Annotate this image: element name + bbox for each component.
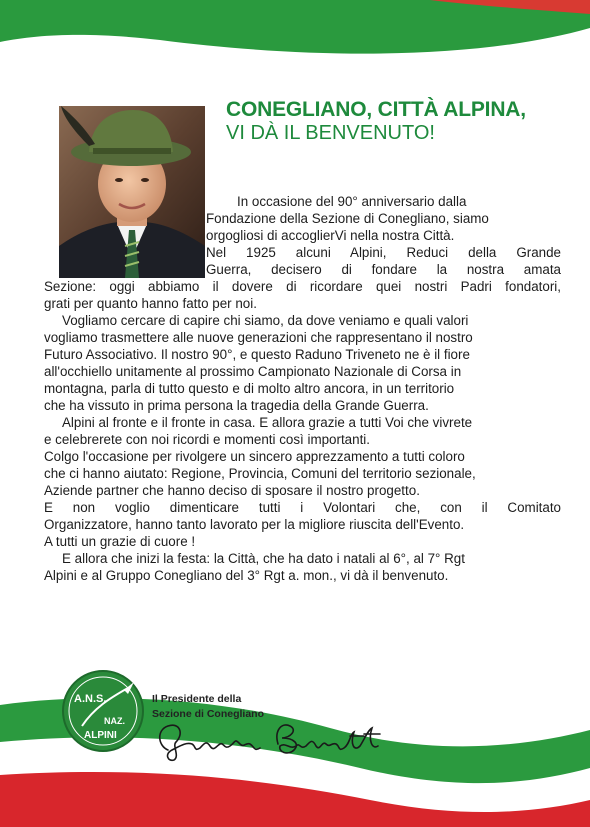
body-line: Colgo l'occasione per rivolgere un sincero apprezzamento a tutti coloro	[44, 449, 465, 464]
body-line: Fondazione della Sezione di Conegliano, siamo	[206, 211, 489, 226]
signature-block	[60, 668, 500, 778]
body-line: A tutti un grazie di cuore !	[44, 534, 196, 549]
body-line: Futuro Associativo. Il nostro 90°, e questo Raduno Triveneto ne è il fiore	[44, 347, 470, 362]
body-line: vogliamo trasmettere alle nuove generazioni che rappresentano il nostro	[44, 330, 473, 345]
president-portrait-photo	[59, 106, 205, 278]
body-line: e celebrerete con noi ricordi e momenti così importanti.	[44, 432, 370, 447]
body-line: Vogliamo cercare di capire chi siamo, da dove veniamo e quali valori	[62, 313, 469, 328]
logo-text-bottom: ALPINI	[84, 730, 117, 741]
body-line: Alpini e al Gruppo Conegliano del 3° Rgt a. mon., vi dà il benvenuto.	[44, 568, 449, 583]
president-title-line-2: Sezione di Conegliano	[152, 708, 265, 720]
welcome-headline	[226, 98, 566, 144]
body-line: In occasione del 90° anniversario dalla	[237, 194, 467, 209]
headline-line-2: VI DÀ IL BENVENUTO!	[226, 122, 435, 144]
body-line: Alpini al fronte e il fronte in casa. E allora grazie a tutti Voi che vivrete	[62, 415, 473, 430]
body-line: che ci hanno aiutato: Regione, Provincia, Comuni del territorio sezionale,	[44, 466, 476, 481]
body-line: Aziende partner che hanno deciso di sposare il nostro progetto.	[44, 483, 420, 498]
logo-text-naz: NAZ.	[104, 716, 125, 726]
logo-text-top: A.N.S.	[74, 693, 107, 705]
body-line: E allora che inizi la festa: la Città, che ha dato i natali al 6°, al 7° Rgt	[62, 551, 465, 566]
body-line: Nel 1925 alcuni Alpini, Reduci della Grande	[206, 245, 561, 260]
body-line: grati per quanto hanno fatto per noi.	[44, 296, 257, 311]
body-line: che ha vissuto in prima persona la tragedia della Grande Guerra.	[44, 398, 429, 413]
handwritten-signature	[150, 716, 400, 764]
body-line: all'occhiello unitamente al prossimo Campionato Nazionale di Corsa in	[44, 364, 462, 379]
body-line: orgogliosi di accoglierVi nella nostra Città.	[206, 228, 455, 243]
ana-alpini-logo	[60, 668, 146, 754]
president-title-line-1: Il Presidente della	[152, 693, 242, 705]
headline-line-1: CONEGLIANO, CITTÀ ALPINA,	[226, 98, 526, 121]
body-line: Organizzatore, hanno tanto lavorato per la migliore riuscita dell'Evento.	[44, 517, 465, 532]
body-line: Guerra, decisero di fondare la nostra amata	[206, 262, 561, 277]
body-line: Sezione: oggi abbiamo il dovere di ricordare quei nostri Padri fondatori,	[44, 279, 561, 294]
body-line: montagna, parla di tutto questo e di molto altro ancora, in un territorio	[44, 381, 455, 396]
body-line: E non voglio dimenticare tutti i Volontari che, con il Comitato	[44, 500, 561, 515]
